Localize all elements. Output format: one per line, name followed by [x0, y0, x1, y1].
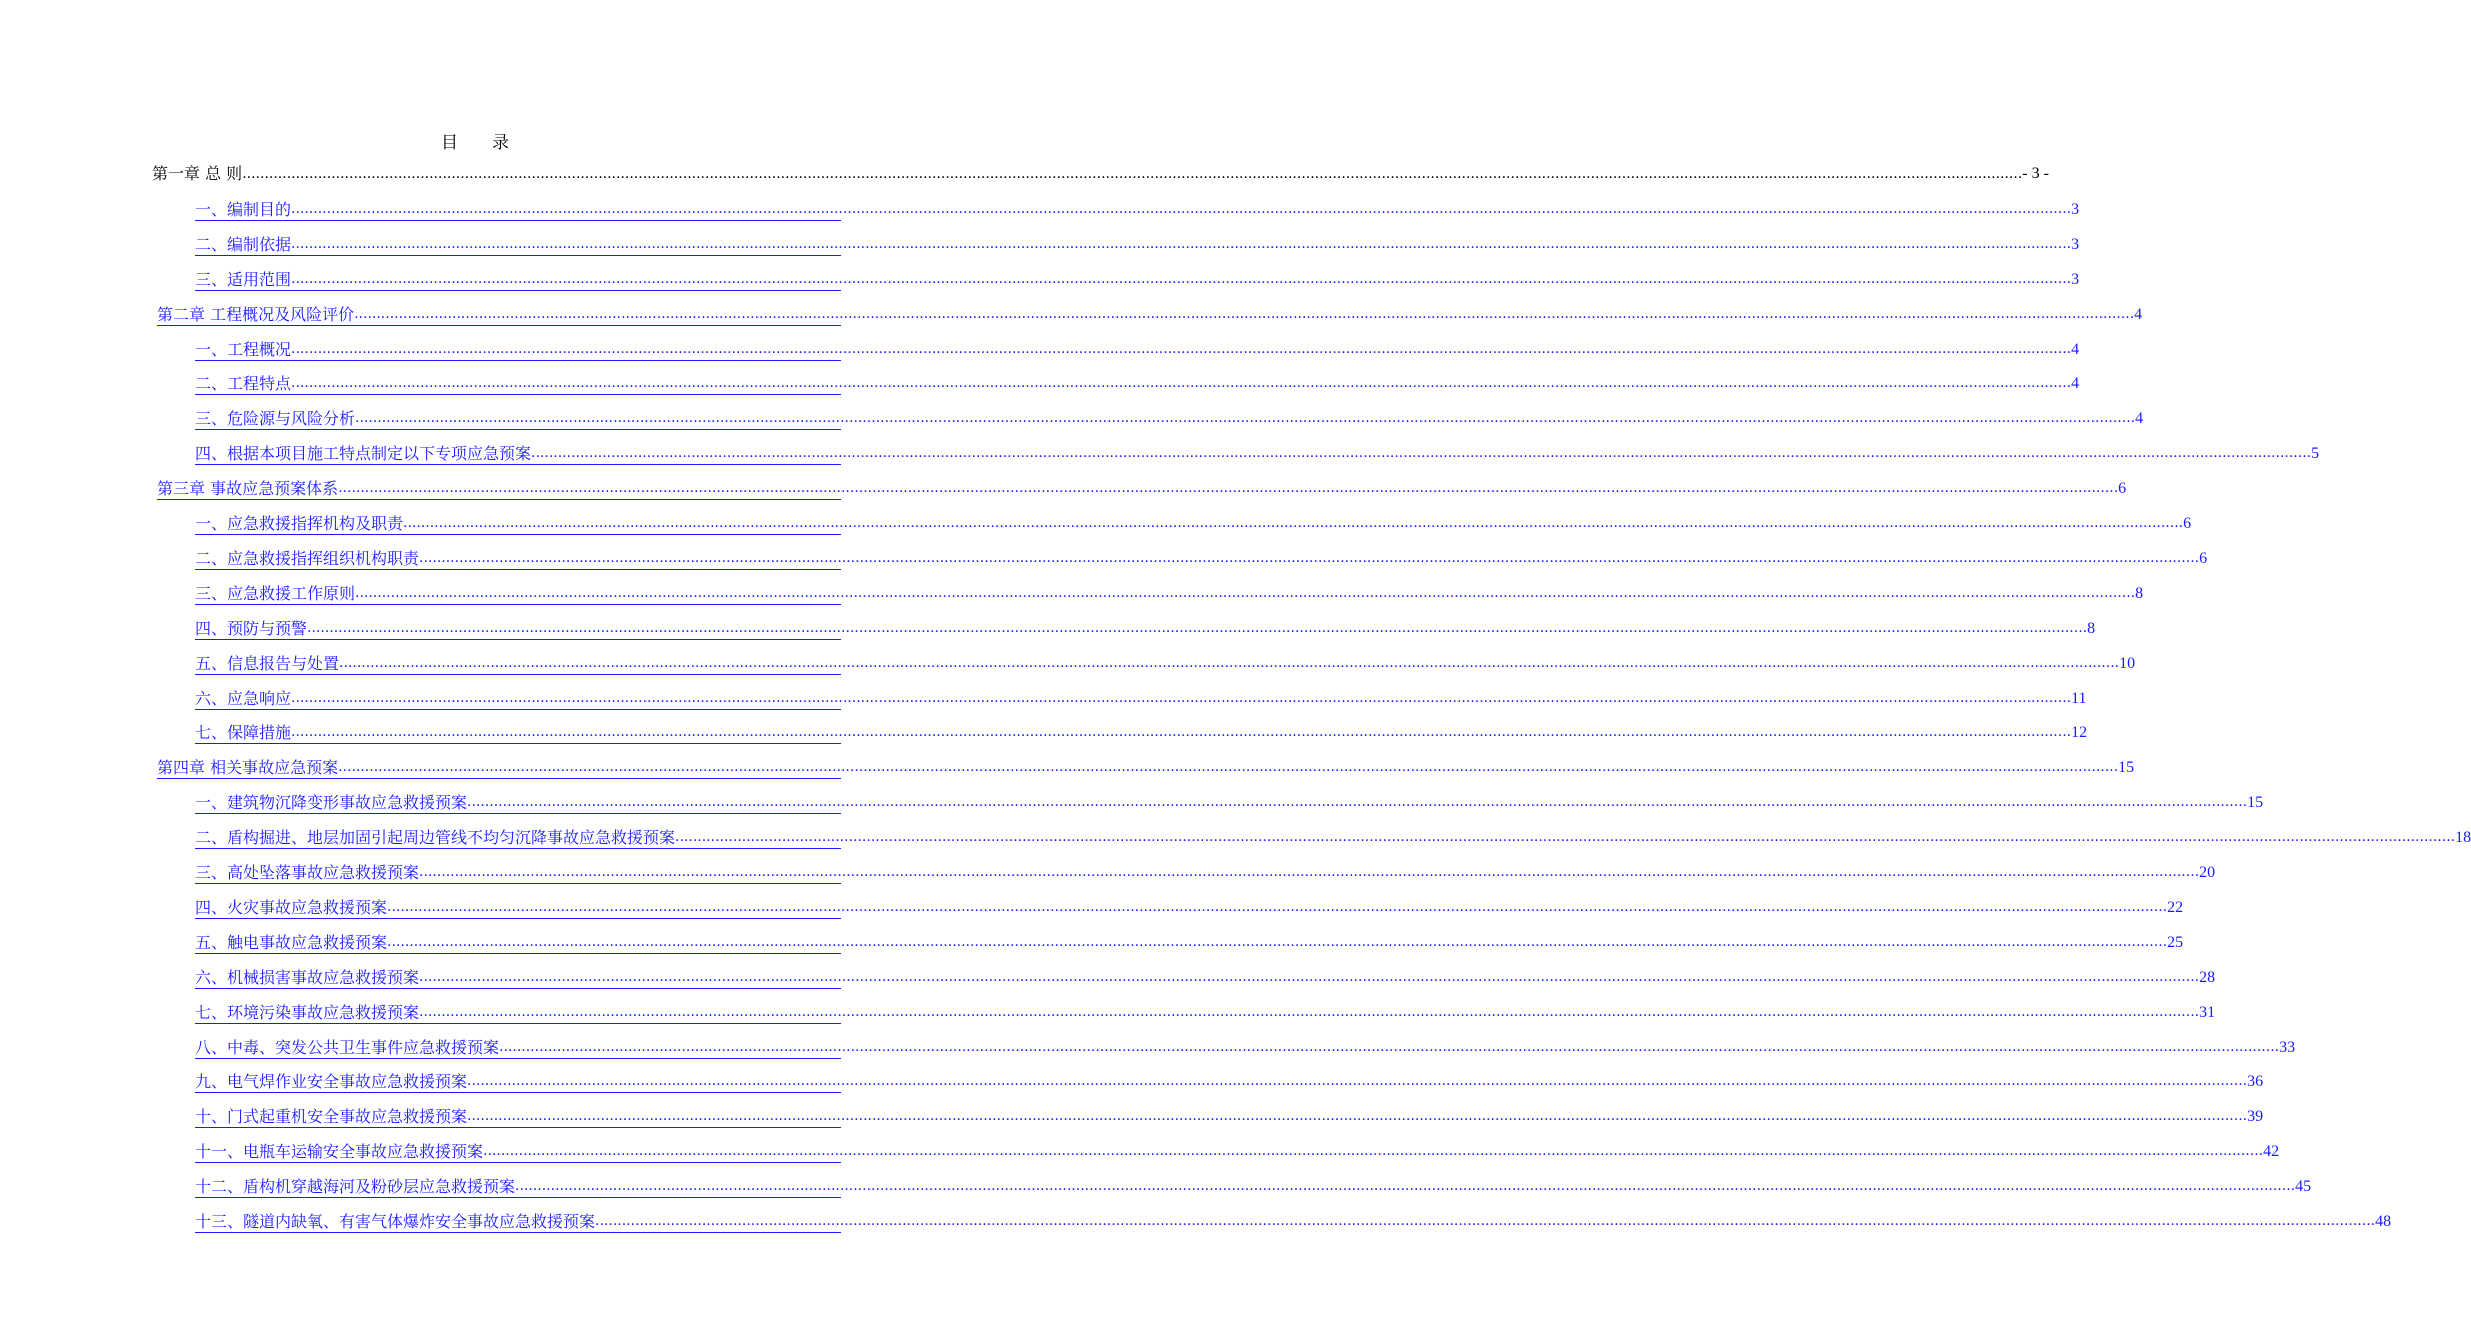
- toc-entry-label: 三、危险源与风险分析: [195, 409, 356, 429]
- toc-page-number: 42: [2263, 1143, 2280, 1161]
- toc-entry-label: 二、盾构掘进、地层加固引起周边管线不均匀沉降事故应急救援预案: [195, 828, 676, 848]
- toc-page-number: 4: [2134, 305, 2143, 323]
- toc-entry-label: 一、建筑物沉降变形事故应急救援预案: [195, 793, 468, 813]
- dot-leader: ................................................................................................................................................................................................................................................................................................................................................................................................................: [355, 410, 2136, 427]
- toc-page-number: 6: [2183, 515, 2192, 532]
- toc-page-number: 22: [2167, 898, 2184, 916]
- toc-section-entry[interactable]: [195, 713, 2088, 744]
- toc-page-number: 8: [2087, 619, 2096, 637]
- toc-section-entry[interactable]: [195, 853, 2216, 884]
- toc-entry-label: 六、应急响应: [195, 688, 292, 708]
- toc-page-number: 3: [2071, 235, 2080, 253]
- dot-leader: ................................................................................................................................................................................................................................................................................................................................................................................................................: [387, 933, 2168, 950]
- toc-section-entry[interactable]: [195, 783, 2264, 814]
- dot-leader: ................................................................................................................................................................................................................................................................................................................................................................................................................: [515, 1178, 2296, 1195]
- toc-page-number: - 3 -: [2022, 165, 2049, 182]
- toc-page-number: 3: [2071, 270, 2080, 288]
- toc-page-number: 4: [2071, 375, 2080, 393]
- toc-entry-label: 第四章 相关事故应急预案: [157, 758, 339, 778]
- toc-page-number: 39: [2247, 1108, 2264, 1126]
- dot-leader: ................................................................................................................................................................................................................................................................................................................................................................................................................: [499, 1038, 2280, 1055]
- toc-page-number: 6: [2118, 480, 2127, 498]
- dot-leader: ................................................................................................................................................................................................................................................................................................................................................................................................................: [242, 166, 2023, 182]
- toc-entry-label: 三、适用范围: [195, 269, 292, 289]
- toc-entry-label: 五、触电事故应急救援预案: [195, 932, 388, 952]
- toc-page-number: 6: [2199, 549, 2208, 567]
- dot-leader: ................................................................................................................................................................................................................................................................................................................................................................................................................: [595, 1213, 2376, 1229]
- toc-section-entry[interactable]: [195, 1062, 2264, 1093]
- toc-chapter-entry[interactable]: [157, 469, 2127, 500]
- toc-section-entry[interactable]: [195, 1097, 2264, 1128]
- toc-page-number: 4: [2071, 340, 2080, 358]
- toc-entry-label: 十三、隧道内缺氧、有害气体爆炸安全事故应急救援预案: [195, 1212, 596, 1231]
- dot-leader: ................................................................................................................................................................................................................................................................................................................................................................................................................: [307, 619, 2088, 636]
- toc-section-entry[interactable]: [195, 225, 2080, 256]
- toc-section-entry[interactable]: [195, 260, 2080, 291]
- dot-leader: ................................................................................................................................................................................................................................................................................................................................................................................................................: [291, 270, 2072, 287]
- toc-entry-label: 一、应急救援指挥机构及职责: [195, 514, 404, 533]
- toc-page-number: 11: [2071, 689, 2087, 707]
- toc-page-number: 20: [2199, 864, 2216, 881]
- page-title: [0, 128, 950, 153]
- toc-entry-label: 第一章 总 则: [152, 164, 243, 183]
- dot-leader: ................................................................................................................................................................................................................................................................................................................................................................................................................: [387, 898, 2168, 915]
- toc-page-number: 15: [2118, 759, 2135, 777]
- toc-section-entry[interactable]: [195, 539, 2208, 570]
- toc-page-number: 31: [2199, 1003, 2216, 1021]
- toc-page-number: 45: [2295, 1178, 2312, 1196]
- dot-leader: ................................................................................................................................................................................................................................................................................................................................................................................................................: [531, 445, 2312, 462]
- toc-entry-label: 七、环境污染事故应急救援预案: [195, 1002, 420, 1022]
- toc-section-entry[interactable]: [195, 574, 2144, 605]
- toc-section-entry[interactable]: [195, 958, 2216, 989]
- toc-page-number: 25: [2167, 933, 2184, 951]
- toc-page-number: 3: [2071, 200, 2080, 218]
- dot-leader: ................................................................................................................................................................................................................................................................................................................................................................................................................: [354, 305, 2135, 322]
- toc-page-number: 18: [2455, 829, 2471, 847]
- toc-section-entry[interactable]: [195, 1202, 2392, 1233]
- toc-section-entry[interactable]: [195, 993, 2216, 1024]
- toc-section-entry[interactable]: [195, 190, 2080, 221]
- toc-page-number: 48: [2375, 1213, 2392, 1230]
- dot-leader: ................................................................................................................................................................................................................................................................................................................................................................................................................: [419, 1003, 2200, 1020]
- toc-entry-label: 二、编制依据: [195, 234, 292, 254]
- toc-entry-label: 二、工程特点: [195, 374, 292, 394]
- toc-chapter-entry: [152, 155, 2049, 185]
- toc-chapter-entry[interactable]: [157, 748, 2135, 779]
- toc-section-entry[interactable]: [195, 330, 2080, 361]
- dot-leader: ................................................................................................................................................................................................................................................................................................................................................................................................................: [339, 654, 2120, 671]
- toc-page-number: 5: [2311, 445, 2320, 463]
- dot-leader: ................................................................................................................................................................................................................................................................................................................................................................................................................: [291, 689, 2072, 706]
- toc-section-entry[interactable]: [195, 399, 2144, 430]
- toc-chapter-entry[interactable]: [157, 295, 2143, 326]
- dot-leader: ................................................................................................................................................................................................................................................................................................................................................................................................................: [675, 829, 2456, 846]
- toc-section-entry[interactable]: [195, 1132, 2280, 1163]
- toc-page-number: 10: [2119, 654, 2136, 672]
- toc-entry-label: 三、应急救援工作原则: [195, 583, 356, 603]
- toc-page-number: 8: [2135, 584, 2144, 602]
- toc-page-number: 12: [2071, 724, 2088, 742]
- toc-page-number: 4: [2135, 410, 2144, 428]
- toc-entry-label: 十、门式起重机安全事故应急救援预案: [195, 1107, 468, 1127]
- dot-leader: ................................................................................................................................................................................................................................................................................................................................................................................................................: [467, 1073, 2248, 1090]
- toc-entry-label: 十一、电瓶车运输安全事故应急救援预案: [195, 1142, 484, 1162]
- dot-leader: ................................................................................................................................................................................................................................................................................................................................................................................................................: [403, 515, 2184, 531]
- toc-section-entry[interactable]: [195, 679, 2087, 710]
- toc-entry-label: 第三章 事故应急预案体系: [157, 479, 339, 499]
- toc-entry-label: 一、编制目的: [195, 199, 292, 219]
- toc-entry-label: 四、火灾事故应急救援预案: [195, 897, 388, 917]
- dot-leader: ................................................................................................................................................................................................................................................................................................................................................................................................................: [291, 200, 2072, 217]
- dot-leader: ................................................................................................................................................................................................................................................................................................................................................................................................................: [419, 968, 2200, 985]
- toc-entry-label: 五、信息报告与处置: [195, 653, 340, 673]
- toc-section-entry[interactable]: [195, 1167, 2312, 1198]
- toc-section-entry[interactable]: [195, 434, 2320, 465]
- toc-section-entry[interactable]: [195, 888, 2184, 919]
- toc-section-entry[interactable]: [195, 923, 2184, 954]
- toc-entry-label: 八、中毒、突发公共卫生事件应急救援预案: [195, 1037, 500, 1057]
- dot-leader: ................................................................................................................................................................................................................................................................................................................................................................................................................: [467, 794, 2248, 811]
- dot-leader: ................................................................................................................................................................................................................................................................................................................................................................................................................: [291, 235, 2072, 252]
- toc-section-entry[interactable]: [195, 1028, 2296, 1059]
- dot-leader: ................................................................................................................................................................................................................................................................................................................................................................................................................: [338, 480, 2119, 497]
- toc-page-number: 33: [2279, 1038, 2296, 1056]
- toc-section-entry[interactable]: [195, 364, 2080, 395]
- toc-entry-label: 一、工程概况: [195, 339, 292, 359]
- dot-leader: ................................................................................................................................................................................................................................................................................................................................................................................................................: [419, 549, 2200, 566]
- toc-section-entry[interactable]: [195, 818, 2471, 849]
- toc-entry-label: 三、高处坠落事故应急救援预案: [195, 863, 420, 882]
- toc-entry-label: 六、机械损害事故应急救援预案: [195, 967, 420, 987]
- toc-entry-label: 四、根据本项目施工特点制定以下专项应急预案: [195, 444, 532, 464]
- title-char-right: 录: [492, 133, 509, 153]
- toc-section-entry[interactable]: [195, 504, 2192, 535]
- dot-leader: ................................................................................................................................................................................................................................................................................................................................................................................................................: [291, 375, 2072, 392]
- toc-page-number: 15: [2247, 794, 2264, 812]
- dot-leader: ................................................................................................................................................................................................................................................................................................................................................................................................................: [291, 724, 2072, 741]
- dot-leader: ................................................................................................................................................................................................................................................................................................................................................................................................................: [338, 759, 2119, 776]
- toc-entry-label: 第二章 工程概况及风险评价: [157, 304, 355, 324]
- toc-page-number: 36: [2247, 1073, 2264, 1091]
- toc-section-entry[interactable]: [195, 644, 2136, 675]
- title-char-left: 目: [441, 133, 458, 153]
- toc-entry-label: 九、电气焊作业安全事故应急救援预案: [195, 1072, 468, 1092]
- dot-leader: ................................................................................................................................................................................................................................................................................................................................................................................................................: [467, 1108, 2248, 1125]
- toc-section-entry[interactable]: [195, 609, 2096, 640]
- dot-leader: ................................................................................................................................................................................................................................................................................................................................................................................................................: [483, 1143, 2264, 1160]
- toc-entry-label: 二、应急救援指挥组织机构职责: [195, 548, 420, 568]
- dot-leader: ................................................................................................................................................................................................................................................................................................................................................................................................................: [291, 340, 2072, 357]
- dot-leader: ................................................................................................................................................................................................................................................................................................................................................................................................................: [419, 864, 2200, 880]
- toc-entry-label: 四、预防与预警: [195, 618, 308, 638]
- toc-entry-label: 七、保障措施: [195, 723, 292, 743]
- toc-page-number: 28: [2199, 968, 2216, 986]
- toc-entry-label: 十二、盾构机穿越海河及粉砂层应急救援预案: [195, 1177, 516, 1197]
- dot-leader: ................................................................................................................................................................................................................................................................................................................................................................................................................: [355, 584, 2136, 601]
